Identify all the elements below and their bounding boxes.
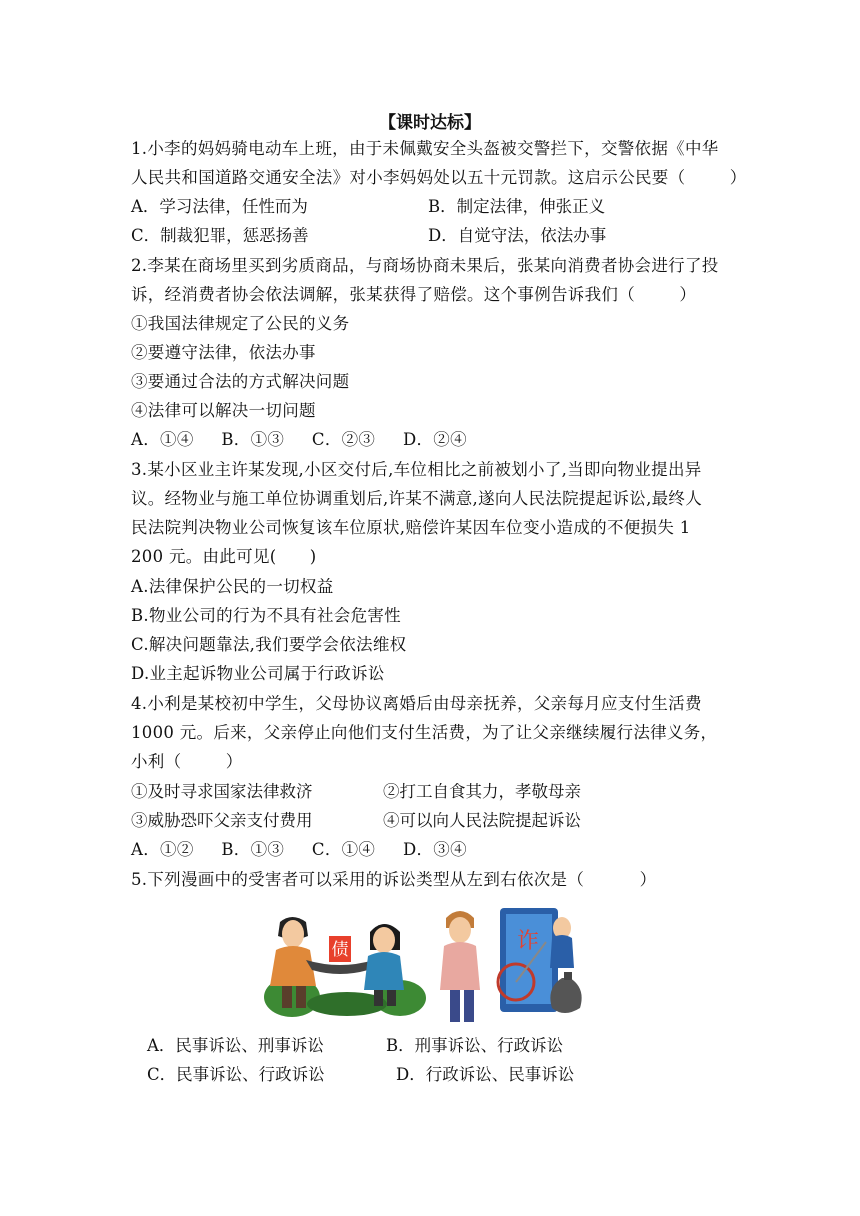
q2-options: A．①④ B．①③ C．②③ D．②④ (131, 430, 467, 449)
q5-option-d: D．行政诉讼、民事诉讼 (396, 1065, 575, 1084)
q1-option-b: B．制定法律，伸张正义 (428, 197, 606, 216)
debt-character: 债 (331, 940, 349, 960)
q2-stem-line2: 诉，经消费者协会依法调解，张某获得了赔偿。这个事例告诉我们（ ） (131, 285, 697, 304)
q5-stem: 5.下列漫画中的受害者可以采用的诉讼类型从左到右依次是（ ） (131, 870, 657, 889)
q3-stem-line1: 3.某小区业主许某发现,小区交付后,车位相比之前被划小了,当即向物业提出异 (131, 460, 702, 479)
q1-stem-line1: 1.小李的妈妈骑电动车上班，由于未佩戴安全头盔被交警拦下，交警依据《中华 (131, 139, 719, 158)
q1-stem-line2: 人民共和国道路交通安全法》对小李妈妈处以五十元罚款。这启示公民要（ ） (131, 168, 747, 187)
q3-stem-line3: 民法院判决物业公司恢复该车位原状,赔偿许某因车位变小造成的不便损失 1 (131, 518, 691, 537)
q4-stem-line2: 1000 元。后来，父亲停止向他们支付生活费，为了让父亲继续履行法律义务， (131, 723, 718, 742)
q1-option-a: A．学习法律，任性而为 (131, 197, 308, 216)
fraud-character: 诈 (516, 929, 540, 954)
lawsuit-cartoon-illustration (262, 902, 602, 1030)
q2-stem-line1: 2.李某在商场里买到劣质商品，与商场协商未果后，张某向消费者协会进行了投 (131, 256, 719, 275)
q3-stem-line2: 议。经物业与施工单位协调重划后,许某不满意,遂向人民法院提起诉讼,最终人 (131, 489, 703, 508)
q3-stem-line4: 200 元。由此可见( ) (131, 547, 317, 566)
q2-item-3: ③要通过合法的方式解决问题 (131, 372, 350, 391)
section-title: 【课时达标】 (379, 113, 481, 133)
q1-option-c: C．制裁犯罪，惩恶扬善 (131, 226, 309, 245)
q4-item-1: ①及时寻求国家法律救济 (131, 782, 313, 801)
q4-item-4: ④可以向人民法院提起诉讼 (383, 811, 581, 830)
q3-option-b: B.物业公司的行为不具有社会危害性 (131, 606, 401, 625)
q4-item-2: ②打工自食其力，孝敬母亲 (383, 782, 581, 801)
q5-option-c: C．民事诉讼、行政诉讼 (147, 1065, 325, 1084)
q3-option-d: D.业主起诉物业公司属于行政诉讼 (131, 664, 385, 683)
q4-stem-line3: 小利（ ） (131, 752, 243, 771)
q4-stem-line1: 4.小利是某校初中学生，父母协议离婚后由母亲抚养，父亲每月应支付生活费 (131, 694, 702, 713)
q2-item-1: ①我国法律规定了公民的义务 (131, 314, 350, 333)
q3-option-a: A.法律保护公民的一切权益 (131, 577, 334, 596)
q2-item-2: ②要遵守法律，依法办事 (131, 343, 316, 362)
cartoon-left-panel (264, 917, 426, 1017)
q1-option-d: D．自觉守法，依法办事 (428, 226, 607, 245)
q4-options: A．①② B．①③ C．①④ D．③④ (131, 840, 467, 859)
q4-item-3: ③威胁恐吓父亲支付费用 (131, 811, 313, 830)
cartoon-right-panel (440, 908, 582, 1022)
q2-item-4: ④法律可以解决一切问题 (131, 401, 316, 420)
q5-option-a: A．民事诉讼、刑事诉讼 (147, 1036, 324, 1055)
q3-option-c: C.解决问题靠法,我们要学会依法维权 (131, 635, 407, 654)
q5-option-b: B．刑事诉讼、行政诉讼 (386, 1036, 564, 1055)
